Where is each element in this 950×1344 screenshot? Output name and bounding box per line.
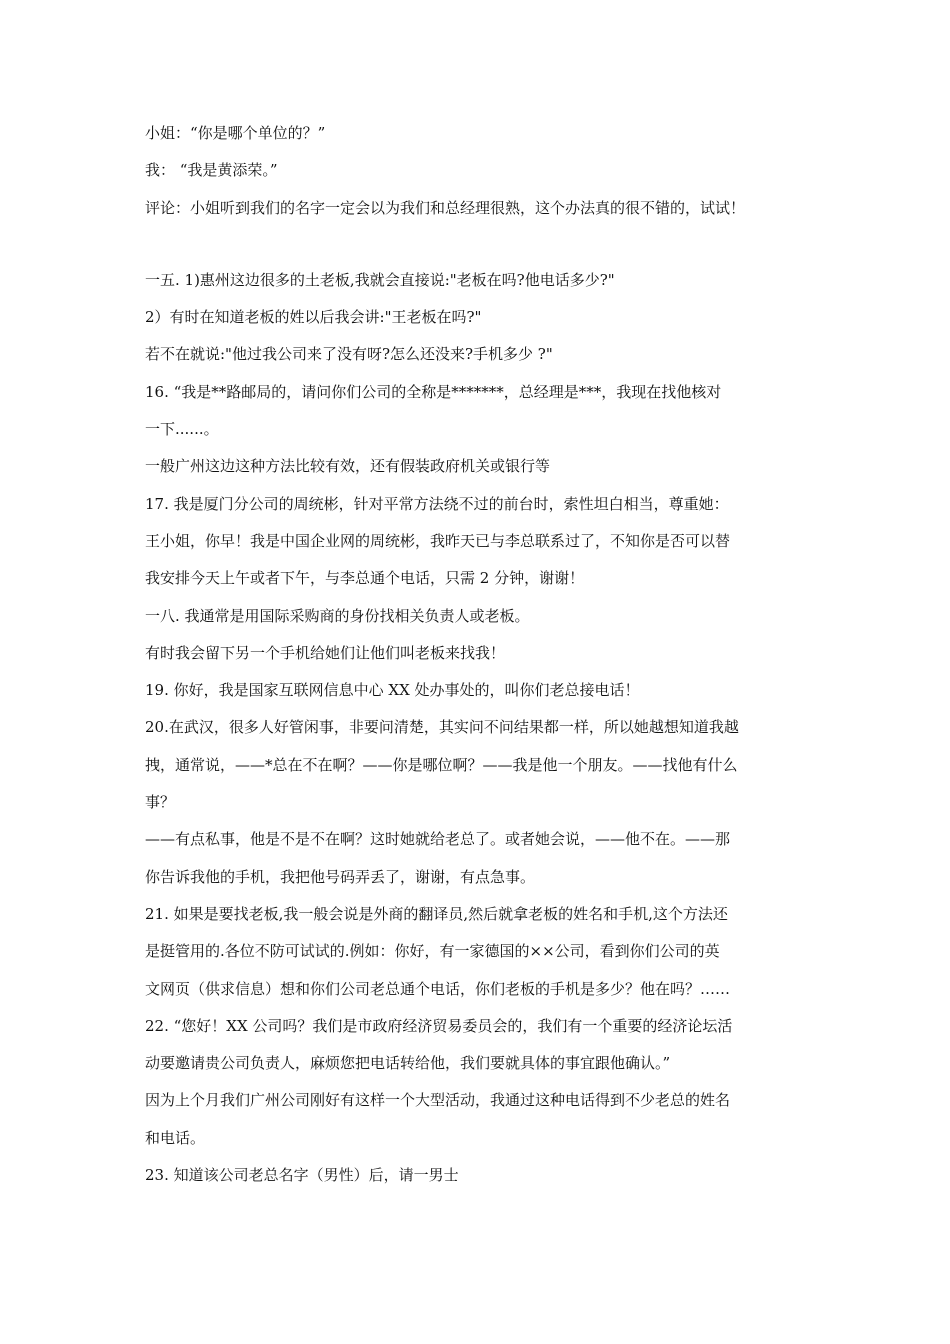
text-line: 你告诉我他的手机，我把他号码弄丢了，谢谢，有点急事。: [145, 867, 536, 886]
text-line: 我： “我是黄添荣。”: [145, 161, 278, 180]
text-line: 因为上个月我们广州公司刚好有这样一个大型活动，我通过这种电话得到不少老总的姓名: [145, 1091, 731, 1110]
text-line: 有时我会留下另一个手机给她们让他们叫老板来找我！: [145, 643, 506, 662]
text-line: 一般广州这边这种方法比较有效，还有假装政府机关或银行等: [145, 457, 551, 476]
text-line: 一五. 1)惠州这边很多的土老板,我就会直接说:"老板在吗?他电话多少?": [145, 270, 615, 289]
text-line: 是挺管用的.各位不防可试试的.例如：你好，有一家德国的××公司，看到你们公司的英: [145, 942, 720, 961]
text-line: 我安排今天上午或者下午，与李总通个电话，只需 2 分钟，谢谢！: [145, 569, 585, 588]
paragraph-gap: [145, 233, 815, 268]
text-line: 评论：小姐听到我们的名字一定会以为我们和总经理很熟，这个办法真的很不错的，试试！: [145, 198, 746, 217]
text-line: 19. 你好，我是国家互联网信息中心 XX 处办事处的，叫你们老总接电话！: [145, 681, 640, 700]
text-line: 20.在武汉，很多人好管闲事，非要问清楚，其实问不问结果都一样，所以她越想知道我越: [145, 718, 739, 737]
text-line: 16. “我是**路邮局的，请问你们公司的全称是*******，总经理是***，我现在找他核对: [145, 382, 722, 401]
text-line: ——有点私事，他是不是不在啊？这时她就给老总了。或者她会说，——他不在。——那: [145, 830, 731, 849]
text-line: 拽，通常说，——*总在不在啊？——你是哪位啊？——我是他一个朋友。——找他有什么: [145, 755, 738, 774]
text-line: 一八. 我通常是用国际采购商的身份找相关负责人或老板。: [145, 606, 530, 625]
text-line: 17. 我是厦门分公司的周统彬，针对平常方法绕不过的前台时，索性坦白相当，尊重她：: [145, 494, 729, 513]
document-body: [145, 121, 815, 1200]
text-line: 王小姐，你早！我是中国企业网的周统彬，我昨天已与李总联系过了，不知你是否可以替: [145, 531, 731, 550]
text-line: 22. “您好！XX 公司吗？我们是市政府经济贸易委员会的，我们有一个重要的经济论坛活: [145, 1016, 733, 1035]
text-line: 小姐：“你是哪个单位的？”: [145, 124, 326, 142]
text-line: 2）有时在知道老板的姓以后我会讲:"王老板在吗?": [145, 308, 482, 327]
text-line: 一下......。: [145, 420, 219, 439]
text-line: 动要邀请贵公司负责人，麻烦您把电话转给他，我们要就具体的事宜跟他确认。”: [145, 1054, 671, 1073]
text-line: 文网页（供求信息）想和你们公司老总通个电话，你们老板的手机是多少？他在吗？……: [145, 979, 731, 998]
text-line: 和电话。: [145, 1128, 206, 1147]
text-line: 23. 知道该公司老总名字（男性）后，请一男士: [145, 1166, 459, 1185]
text-line: 若不在就说:"他过我公司来了没有呀?怎么还没来?手机多少 ?": [145, 345, 553, 364]
text-line: 21. 如果是要找老板,我一般会说是外商的翻译员,然后就拿老板的姓名和手机,这个方法还: [145, 904, 728, 923]
text-line: 事？: [145, 793, 176, 812]
